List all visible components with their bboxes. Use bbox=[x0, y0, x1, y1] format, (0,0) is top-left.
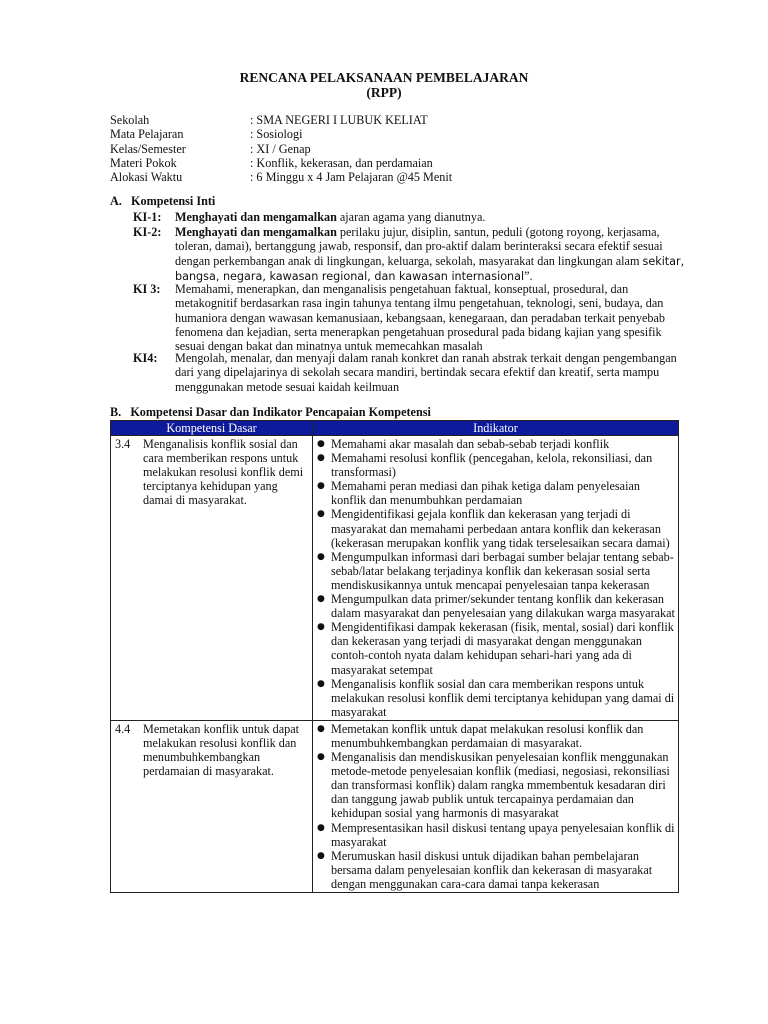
info-key: Mata Pelajaran bbox=[110, 127, 184, 142]
header-indikator: Indikator bbox=[313, 421, 679, 436]
indicator-cell bbox=[313, 436, 679, 721]
indicator-item: ● Memahami resolusi konflik (pencegahan, kelola, rekonsiliasi, dan transformasi) bbox=[317, 451, 675, 479]
section-a-heading: A. Kompetensi Inti bbox=[110, 194, 216, 208]
info-row bbox=[110, 113, 452, 127]
table-row bbox=[111, 436, 679, 721]
kd-number: 3.4 bbox=[115, 437, 131, 451]
info-value: : Konflik, kekerasan, dan perdamaian bbox=[250, 155, 433, 170]
info-key: Materi Pokok bbox=[110, 155, 177, 170]
kd-cell bbox=[111, 436, 313, 721]
indicator-item: ● Merumuskan hasil diskusi untuk dijadikan bahan pembelajaran bersama dalam penyelesaian konflik dan kekerasan di masyarakat dengan menggunakan cara-cara damai tanpa kekerasan bbox=[317, 849, 675, 891]
indicator-item: ● Menganalisis konflik sosial dan cara memberikan respons untuk melakukan resolusi konflik demi terciptanya kehidupan yang damai di masyarakat bbox=[317, 677, 675, 719]
info-value: : Sosiologi bbox=[250, 127, 303, 142]
ki-2-bold: Menghayati dan mengamalkan bbox=[175, 225, 337, 239]
ki-4 bbox=[133, 351, 693, 394]
ki-2-label: KI-2: bbox=[133, 225, 162, 239]
kd-text: Menganalisis konflik sosial dan cara memberikan respons untuk melakukan resolusi konflik demi terciptanya kehidupan yang damai di masyarakat. bbox=[143, 437, 304, 508]
header-kompetensi-dasar: Kompetensi Dasar bbox=[111, 421, 313, 436]
indicator-cell bbox=[313, 720, 679, 892]
ki-1-label: KI-1: bbox=[133, 210, 162, 224]
ki-2-end: ”. bbox=[524, 268, 533, 283]
info-key: Alokasi Waktu bbox=[110, 170, 183, 185]
info-key: Sekolah bbox=[110, 113, 150, 127]
document-subtitle: (RPP) bbox=[366, 85, 402, 100]
kd-text: Memetakan konflik untuk dapat melakukan resolusi konflik dan menumbuhkembangkan perdamaian di masyarakat. bbox=[143, 721, 300, 779]
ki-4-text: Mengolah, menalar, dan menyaji dalam ranah konkret dan ranah abstrak terkait dengan pengembangan dari yang dipelajarinya di sekolah secara mandiri, bertindak secara efektif dan kreatif, serta mampu menggunakan metode sesuai kaidah keilmuan bbox=[175, 351, 677, 394]
info-row bbox=[110, 156, 452, 170]
indicator-item: ● Memahami akar masalah dan sebab-sebab terjadi konflik bbox=[317, 437, 675, 451]
ki-1 bbox=[133, 210, 693, 224]
info-row bbox=[110, 127, 452, 141]
info-row bbox=[110, 142, 452, 156]
ki-2 bbox=[133, 225, 693, 284]
info-value: : SMA NEGERI I LUBUK KELIAT bbox=[250, 113, 428, 127]
ki-3 bbox=[133, 282, 693, 353]
ki-1-text: ajaran agama yang dianutnya. bbox=[336, 210, 486, 224]
info-value: : 6 Minggu x 4 Jam Pelajaran @45 Menit bbox=[250, 170, 453, 185]
indicator-item: ● Mengumpulkan data primer/sekunder tentang konflik dan kekerasan dalam masyarakat dan penyelesaian yang dilakukan warga masyarakat bbox=[317, 592, 675, 620]
ki-4-label: KI4: bbox=[133, 351, 158, 365]
ki-2-text: perilaku jujur, disiplin, santun, peduli (gotong royong, kerjasama, toleran, damai), bertanggung jawab, responsif, dan pro-aktif dalam berinteraksi secara efektif sesuai dengan perkembangan anak di lingkungan, keluarga, sekolah, masyarakat dan lingkungan alam bbox=[175, 225, 663, 268]
indicator-item: ● Mengidentifikasi gejala konflik dan kekerasan yang terjadi di masyarakat dan memahami perbedaan antara konflik dan kekerasan (kekerasan merupakan konflik yang tidak terselesaikan secara damai) bbox=[317, 507, 675, 549]
ki-2-handwritten: sekitar, bangsa, negara, kawasan regional, dan kawasan internasional bbox=[175, 254, 685, 283]
document-title: RENCANA PELAKSANAAN PEMBELAJARAN bbox=[239, 70, 529, 85]
ki-1-bold: Menghayati dan mengamalkan bbox=[175, 210, 337, 224]
indicator-list bbox=[317, 722, 675, 891]
info-row bbox=[110, 170, 452, 184]
ki-3-text: Memahami, menerapkan, dan menganalisis pengetahuan faktual, konseptual, prosedural, dan metakognitif berdasarkan rasa ingin tahunya tentang ilmu pengetahuan, teknologi, seni, budaya, dan humaniora dengan wawasan kemanusiaan, kebangsaan, kenegaraan, dan peradaban terkait penyebab fenomena dan kejadian, serta menerapkan pengetahuan prosedural pada bidang kajian yang spesifik sesuai dengan bakat dan minatnya untuk memecahkan masalah bbox=[175, 282, 665, 354]
competency-table bbox=[110, 420, 679, 893]
identity-block bbox=[110, 113, 452, 184]
kd-number: 4.4 bbox=[115, 721, 131, 736]
kd-cell bbox=[111, 720, 313, 892]
info-key: Kelas/Semester bbox=[110, 141, 186, 156]
table-header-row bbox=[111, 421, 679, 436]
table-row bbox=[111, 720, 679, 892]
indicator-list bbox=[317, 437, 675, 719]
indicator-item: ● Mengumpulkan informasi dari berbagai sumber belajar tentang sebab-sebab/latar belakang terjadinya konflik dan kekerasan sosial serta mendiskusikannya untuk mencapai penyelesaian tanpa kekerasan bbox=[317, 550, 675, 592]
indicator-item: ● Mengidentifikasi dampak kekerasan (fisik, mental, sosial) dari konflik dan kekerasan yang terjadi di masyarakat dengan menggunakan contoh-contoh nyata dalam kehidupan sehari-hari yang ada di masyarakat setempat bbox=[317, 620, 675, 676]
info-value: : XI / Genap bbox=[250, 141, 311, 156]
indicator-item: ● Mempresentasikan hasil diskusi tentang upaya penyelesaian konflik di masyarakat bbox=[317, 821, 675, 849]
ki-3-label: KI 3: bbox=[133, 282, 161, 296]
indicator-item: ● Memetakan konflik untuk dapat melakukan resolusi konflik dan menumbuhkembangkan perdamaian di masyarakat. bbox=[317, 722, 675, 750]
indicator-item: ● Memahami peran mediasi dan pihak ketiga dalam penyelesaian konflik dan menumbuhkan perdamaian bbox=[317, 479, 675, 507]
section-b-heading: B. Kompetensi Dasar dan Indikator Pencapaian Kompetensi bbox=[110, 405, 431, 419]
indicator-item: ● Menganalisis dan mendiskusikan penyelesaian konflik menggunakan metode-metode penyelesaian konflik (mediasi, negosiasi, rekonsiliasi dan transformasi konflik) dalam rangka mmembentuk kesadaran diri dan tanggung jawab publik untuk tercapainya perdamaian dan kehidupan sosial yang harmonis di masyarakat bbox=[317, 750, 675, 820]
